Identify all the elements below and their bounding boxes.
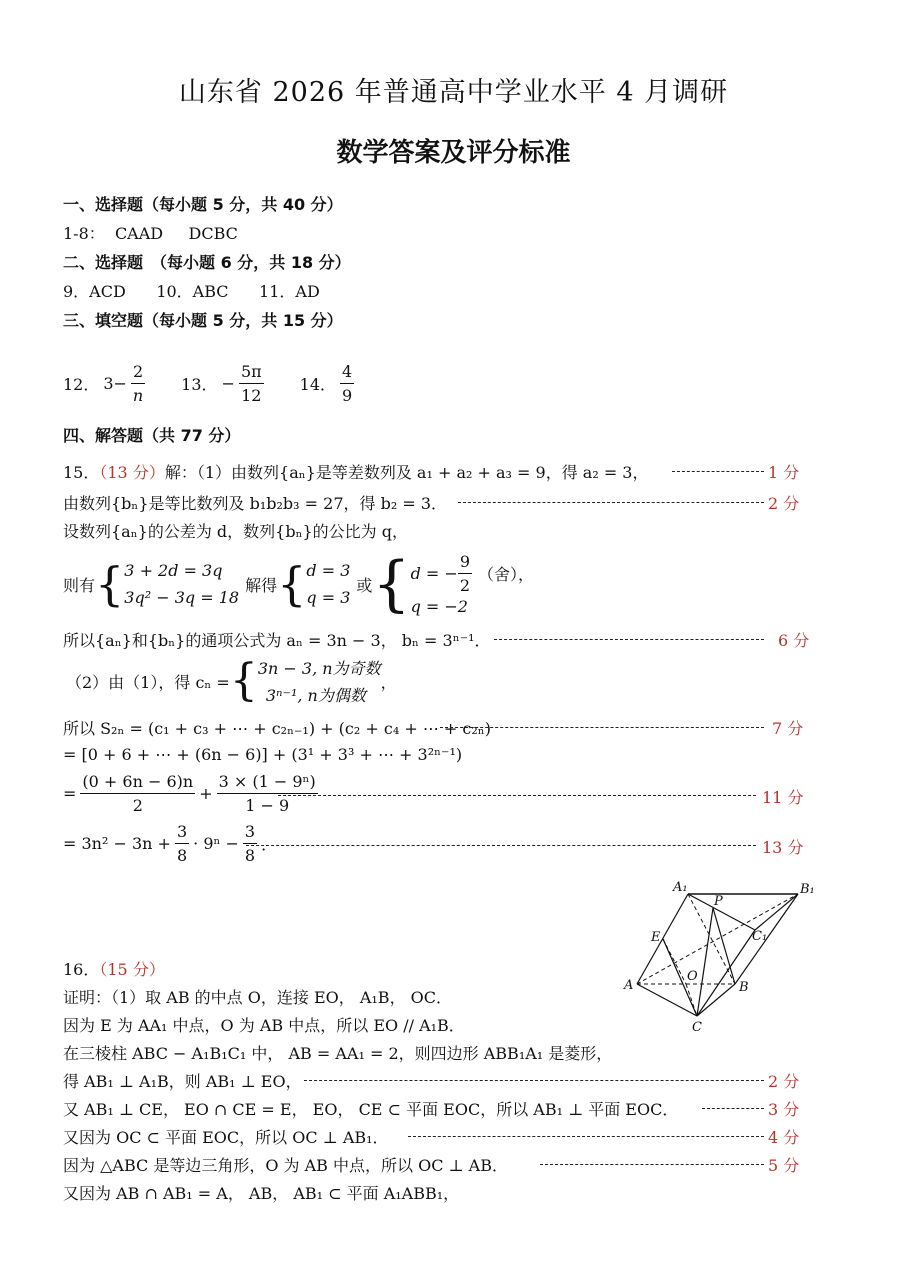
q15-line4-or: 或 — [356, 575, 373, 595]
result-fraction-1-den: 8 — [176, 846, 188, 865]
q15-line6-suffix: ， — [380, 672, 397, 692]
q16-line1: 证明：（1）取 AB 的中点 O，连接 EO， A₁B， OC． — [63, 988, 453, 1007]
label-b: B — [739, 980, 749, 995]
piecewise-case-odd: 3n − 3, n为奇数 — [257, 659, 381, 678]
prism-diagram — [615, 878, 825, 1038]
segment-p-b — [713, 908, 735, 984]
q15-number: 15． — [63, 463, 100, 482]
q15-line3: 设数列{aₙ}的公差为 d，数列{bₙ}的公比为 q， — [63, 522, 409, 541]
edge-c-c1 — [697, 930, 755, 1016]
q15-pts-1: 1 分 — [768, 463, 800, 482]
label-o: O — [687, 969, 698, 984]
system-1-eq-a: 3 + 2d = 3q — [124, 561, 223, 580]
system-1 — [124, 561, 239, 607]
q15-pts-13: 13 分 — [762, 838, 804, 857]
q15-line10-mid: · 9ⁿ − — [193, 834, 239, 853]
leader-dots — [278, 795, 756, 796]
segment-p-c — [697, 908, 713, 1016]
system-2-eq-b: q = 3 — [306, 588, 351, 607]
system-3-eq-a — [411, 552, 534, 595]
answers-9-11: 9．ACD 10．ABC 11．AD — [63, 282, 320, 301]
q16-pts-3: 3 分 — [768, 1100, 800, 1119]
section-heading-fill: 三、填空题（每小题 5 分，共 15 分） — [63, 311, 343, 330]
q15-pts-11: 11 分 — [762, 788, 804, 807]
q13-label: 13． — [181, 375, 218, 394]
page-title: 山东省 2026 年普通高中学业水平 4 月调研 — [178, 77, 729, 108]
sum-fraction-1-num: (0 + 6n − 6)n — [80, 772, 195, 794]
q12-value: 3− — [103, 374, 127, 393]
q15-line6-prefix: （2）由（1），得 cₙ = — [66, 672, 230, 692]
q16-line7: 因为 △ABC 是等边三角形，O 为 AB 中点，所以 OC ⊥ AB． — [63, 1156, 508, 1175]
q16-pts-4: 4 分 — [768, 1128, 800, 1147]
brace-icon: { — [277, 557, 307, 611]
system-3-numerator: 9 — [458, 552, 472, 574]
q14-label: 14． — [299, 375, 337, 394]
result-fraction-1 — [175, 822, 189, 865]
q13-fraction — [239, 362, 264, 405]
system-1-eq-b: 3q² − 3q = 18 — [124, 588, 240, 607]
q16-score: （15 分） — [99, 960, 165, 979]
page-subtitle: 数学答案及评分标准 — [336, 138, 571, 168]
label-a1: A₁ — [673, 880, 688, 895]
system-2 — [306, 561, 350, 607]
label-c: C — [692, 1020, 702, 1035]
q13-denominator: 12 — [241, 386, 262, 405]
section-heading-solve: 四、解答题（共 77 分） — [63, 426, 241, 445]
q15-pts-2: 2 分 — [768, 494, 800, 513]
sum-fraction-1-den: 2 — [132, 796, 143, 815]
system-3-eq-b: q = −2 — [410, 597, 468, 616]
piecewise-cases — [258, 656, 381, 706]
sum-fraction-2 — [217, 772, 318, 815]
leader-dots — [440, 727, 764, 728]
q15-line4-mid: 解得 — [245, 575, 278, 595]
q14-fraction — [340, 362, 354, 405]
q15-line10-suffix: ． — [261, 835, 278, 854]
section-heading-multi: 二、选择题 （每小题 6 分，共 18 分） — [63, 253, 351, 272]
q16-line8: 又因为 AB ∩ AB₁ = A， AB， AB₁ ⊂ 平面 A₁ABB₁， — [63, 1184, 460, 1203]
q15-line9-plus: + — [199, 784, 213, 803]
sum-fraction-2-den: 1 − 9 — [245, 796, 290, 815]
q15-line9-eq: = — [63, 784, 77, 803]
label-p: P — [714, 894, 723, 909]
piecewise-case-even: 3ⁿ⁻¹, n为偶数 — [265, 686, 366, 705]
system-3-note: （舍）， — [478, 565, 535, 584]
q16-heading — [63, 957, 165, 980]
leader-dots — [246, 845, 756, 846]
q15-line10 — [63, 822, 277, 865]
brace-icon: { — [95, 557, 125, 611]
q16-line5: 又 AB₁ ⊥ CE， EO ∩ CE = E， EO， CE ⊂ 平面 EOC，所以 AB₁ ⊥ 平面 EOC． — [63, 1100, 679, 1119]
q16-line4: 得 AB₁ ⊥ A₁B，则 AB₁ ⊥ EO， — [63, 1072, 302, 1091]
q15-line2: 由数列{bₙ}是等比数列及 b₁b₂b₃ = 27，得 b₂ = 3． — [63, 494, 448, 513]
q15-pts-7: 7 分 — [772, 719, 804, 738]
label-e: E — [651, 930, 661, 945]
q15-line9 — [63, 772, 318, 815]
q12-numerator: 2 — [131, 362, 145, 384]
system-3 — [411, 552, 534, 616]
leader-dots — [304, 1080, 764, 1081]
result-fraction-2-num: 3 — [243, 822, 257, 844]
result-fraction-2-den: 8 — [244, 846, 256, 865]
label-c1: C₁ — [752, 929, 768, 944]
q12-label: 12． — [63, 375, 100, 394]
edge-a-a1 — [637, 894, 688, 984]
brace-icon: { — [229, 655, 258, 706]
leader-dots — [702, 1108, 764, 1109]
q16-line6: 又因为 OC ⊂ 平面 EOC，所以 OC ⊥ AB₁． — [63, 1128, 389, 1147]
edge-a-c — [637, 984, 697, 1016]
system-3-fraction — [458, 552, 472, 595]
leader-dots — [408, 1136, 764, 1137]
leader-dots — [494, 639, 764, 640]
q16-line3: 在三棱柱 ABC − A₁B₁C₁ 中， AB = AA₁ = 2，则四边形 ABB₁A₁ 是菱形， — [63, 1044, 613, 1063]
system-3-denominator: 2 — [459, 576, 470, 595]
q16-pts-2: 2 分 — [768, 1072, 800, 1091]
system-2-eq-a: d = 3 — [306, 561, 351, 580]
leader-dots — [540, 1164, 764, 1165]
section-heading-choice: 一、选择题（每小题 5 分，共 40 分） — [63, 195, 343, 214]
q16-pts-5: 5 分 — [768, 1156, 800, 1175]
answers-1-8: 1-8： CAAD DCBC — [63, 224, 238, 243]
q13-value: − — [221, 374, 235, 393]
q15-line1 — [63, 460, 649, 483]
q15-line5: 所以{aₙ}和{bₙ}的通项公式为 aₙ = 3n − 3， bₙ = 3ⁿ⁻¹． — [63, 631, 491, 650]
fill-answers — [63, 362, 354, 405]
q15-line1-text: 解：（1）由数列{aₙ}是等差数列及 a₁ + a₂ + a₃ = 9，得 a₂ = 3， — [164, 463, 649, 482]
q12-fraction — [131, 362, 145, 405]
brace-icon: { — [372, 549, 411, 619]
q15-score: （13 分） — [99, 463, 165, 482]
q15-pts-6: 6 分 — [778, 631, 810, 650]
q15-system-line — [63, 550, 534, 618]
q15-line8: = [0 + 6 + ⋯ + (6n − 6)] + (3¹ + 3³ + ⋯ + 3²ⁿ⁻¹) — [63, 745, 463, 764]
sum-fraction-1 — [80, 772, 195, 815]
q12-denominator: n — [132, 386, 144, 405]
q14-numerator: 4 — [340, 362, 354, 384]
q16-line2: 因为 E 为 AA₁ 中点，O 为 AB 中点，所以 EO // A₁B． — [63, 1016, 465, 1035]
result-fraction-2 — [243, 822, 257, 865]
q15-line7: 所以 S₂ₙ = (c₁ + c₃ + ⋯ + c₂ₙ₋₁) + (c₂ + c₄ + ⋯ + c₂ₙ) — [63, 719, 491, 738]
label-a: A — [624, 978, 634, 993]
q15-piecewise-line — [66, 656, 397, 706]
q15-line10-prefix: = 3n² − 3n + — [63, 834, 171, 853]
leader-dots — [458, 502, 764, 503]
q13-numerator: 5π — [239, 362, 264, 384]
result-fraction-1-num: 3 — [175, 822, 189, 844]
q14-denominator: 9 — [342, 386, 353, 405]
sum-fraction-2-num: 3 × (1 − 9ⁿ) — [217, 772, 318, 794]
label-b1: B₁ — [800, 882, 815, 897]
leader-dots — [672, 471, 764, 472]
q15-line4-prefix: 则有 — [63, 575, 96, 595]
q16-number: 16． — [63, 960, 100, 979]
system-3-eq-a-prefix: d = − — [410, 564, 458, 583]
